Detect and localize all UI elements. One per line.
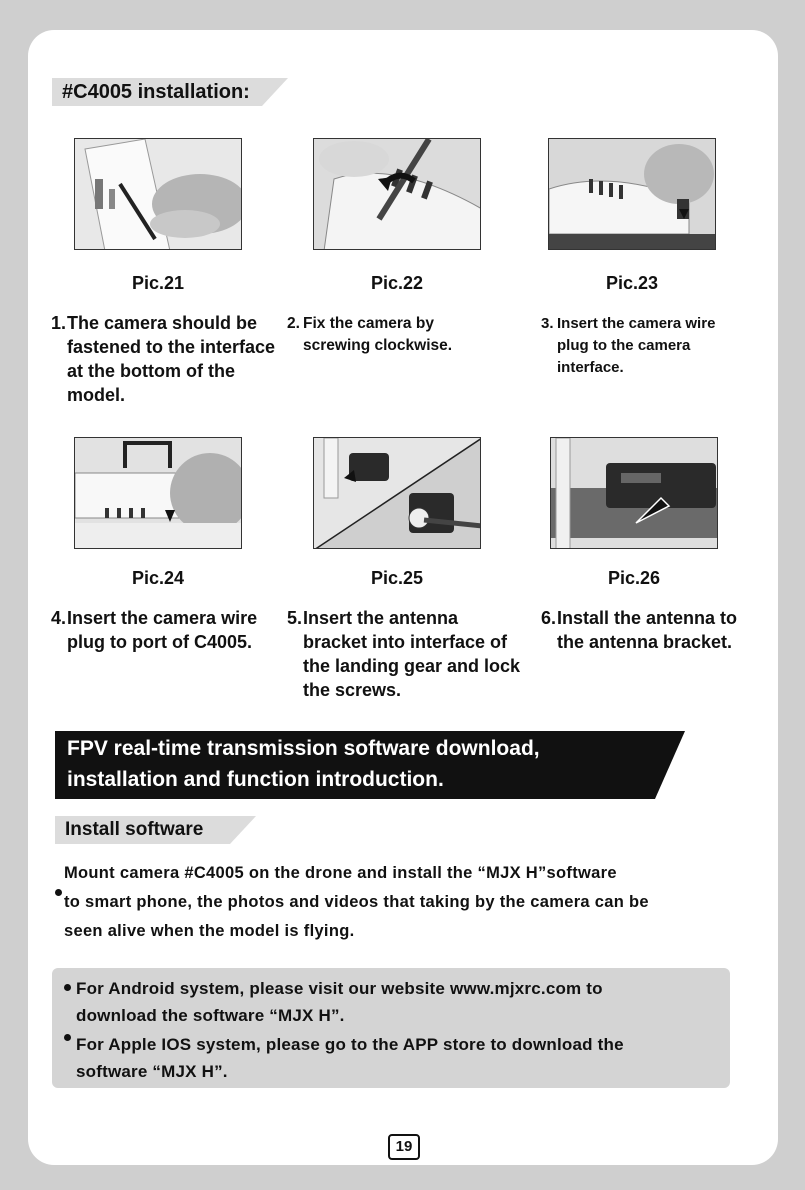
install-software-title [55,816,230,844]
ios-bullet [64,1034,71,1041]
pic-24-caption: Pic.24 [131,568,185,588]
step-5 [287,606,522,702]
step-1-number: 1. [51,313,67,333]
pic-22-caption: Pic.22 [370,273,424,293]
section-title-text: #C4005 installation: [62,81,250,103]
pic-23-photo [548,138,716,250]
ios-paragraph [76,1031,726,1085]
step-2 [287,313,487,357]
step-5-text: Insert the antenna bracket into interface of the landing gear and lock the screws. [303,608,521,700]
pic-25-caption: Pic.25 [370,568,424,588]
mount-bullet [55,889,62,896]
step-4-text: Insert the camera wire plug to port of C4005. [67,608,258,652]
step-3-number: 3. [541,315,554,332]
pic-21-photo [74,138,242,250]
ios-line-1: For Apple IOS system, please go to the APP store to download the [76,1035,624,1054]
mount-line-3: seen alive when the model is flying. [64,922,355,940]
step-2-text: Fix the camera by screwing clockwise. [303,315,453,354]
banner-line-1: FPV real-time transmission software download, [67,737,540,760]
mount-line-2: to smart phone, the photos and videos that taking by the camera can be [64,893,649,911]
pic-26-photo [550,437,718,549]
step-4-number: 4. [51,608,67,628]
banner-line-2: installation and function introduction. [67,768,444,791]
step-3-text: Insert the camera wire plug to the camera interface. [557,315,716,376]
pic-24-photo [74,437,242,549]
step-5-number: 5. [287,608,303,628]
step-6-number: 6. [541,608,557,628]
pic-21-caption: Pic.21 [131,273,185,293]
step-3 [541,313,731,379]
mount-paragraph [64,859,764,946]
page-number: 19 [388,1134,420,1160]
step-1-text: The camera should be fastened to the interface at the bottom of the model. [67,313,276,405]
section-title [52,78,262,106]
android-paragraph [76,975,726,1029]
software-banner [55,731,655,799]
step-4 [51,606,261,654]
mount-line-1: Mount camera #C4005 on the drone and install the “MJX H”software [64,864,617,882]
android-line-2: download the software “MJX H”. [76,1006,345,1025]
pic-22-photo [313,138,481,250]
step-6 [541,606,746,654]
android-bullet [64,984,71,991]
step-6-text: Install the antenna to the antenna bracket. [557,608,738,652]
android-line-1: For Android system, please visit our website www.mjxrc.com to [76,979,603,998]
pic-26-caption: Pic.26 [607,568,661,588]
step-1 [51,311,281,407]
ios-line-2: software “MJX H”. [76,1062,228,1081]
install-software-text: Install software [65,819,204,840]
step-2-number: 2. [287,315,300,332]
pic-25-photo [313,437,481,549]
pic-23-caption: Pic.23 [605,273,659,293]
